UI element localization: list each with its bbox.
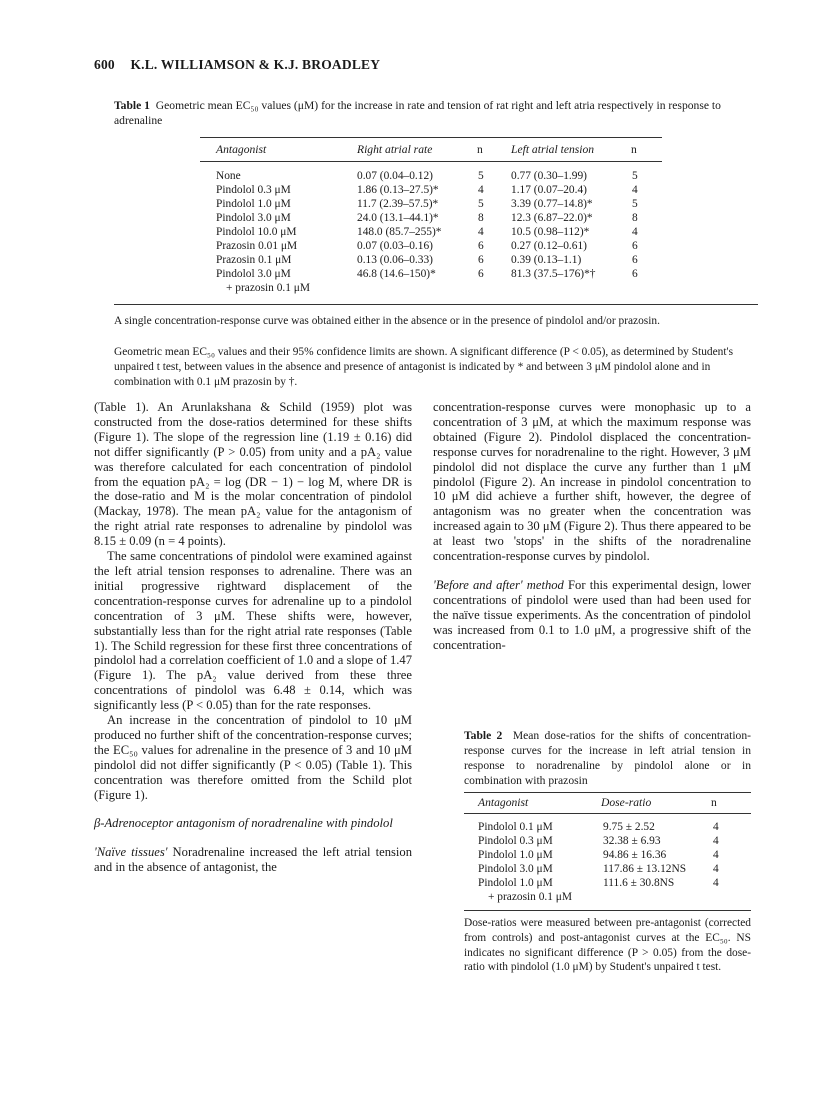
table1-cell-antagonist: Pindolol 3.0 μM [216, 268, 291, 280]
table1-caption [114, 98, 754, 128]
table1-cell-n2: 8 [632, 212, 638, 224]
table1-cell-n1: 5 [478, 198, 484, 210]
table1-label: Table 1 [114, 99, 150, 112]
table1-header-n1: n [477, 143, 483, 156]
table1-cell-rate: 148.0 (85.7–255)* [357, 226, 442, 238]
table1-note-1: A single concentration-response curve was obtained either in the absence or in the presence of pindolol and/or prazosin. [114, 315, 660, 327]
body-paragraph: An increase in the concentration of pindolol to 10 μM produced no further shift of the concentration-response curves; the EC₅₀ values for adrenaline in the presence of 3 and 10 μM pindolol did not differ significantly (P < 0.05) (Table 1). This concentration was therefore omitted from the Schild plot (Figure 1). [94, 713, 412, 802]
table1-row-continuation: + prazosin 0.1 μM [226, 282, 311, 294]
table1-cell-antagonist: Pindolol 0.3 μM [216, 184, 291, 196]
table1-cell-tension: 12.3 (6.87–22.0)* [511, 212, 593, 224]
table1-caption-text: Geometric mean EC₅₀ values (μM) for the increase in rate and tension of rat right and left atria respectively in response to adrenaline [114, 99, 721, 127]
running-authors: K.L. WILLIAMSON & K.J. BROADLEY [130, 57, 381, 72]
body-paragraph [94, 845, 412, 875]
table1-header-rate: Right atrial rate [357, 143, 433, 156]
left-column [94, 400, 412, 875]
table2-header-ratio: Dose-ratio [601, 796, 652, 809]
table2-cell-n: 4 [713, 863, 719, 875]
table2-header-rule [464, 813, 751, 814]
table1-cell-antagonist: Pindolol 1.0 μM [216, 198, 291, 210]
table2-header-n: n [711, 796, 717, 809]
table1-note-2: Geometric mean EC₅₀ values and their 95% confidence limits are shown. A significant difference (P < 0.05), as determined by Student's unpaired t test, between values in the absence and presence of antagonist is indicated by * and between 3 μM pindolol alone and in combination with 0.1 μM prazosin by †. [114, 346, 734, 388]
table2-cell-antagonist: Pindolol 1.0 μM [478, 877, 553, 889]
table1-header-n2: n [631, 143, 637, 156]
table1-cell-rate: 0.07 (0.04–0.12) [357, 170, 433, 182]
table1-cell-rate: 0.07 (0.03–0.16) [357, 240, 433, 252]
table2-cell-n: 4 [713, 835, 719, 847]
table1-header-tension: Left atrial tension [511, 143, 595, 156]
table1-cell-tension: 0.77 (0.30–1.99) [511, 170, 587, 182]
table1-cell-tension: 1.17 (0.07–20.4) [511, 184, 587, 196]
table2-cell-ratio: 111.6 ± 30.8NS [603, 877, 675, 889]
right-column [433, 400, 751, 653]
table2-cell-ratio: 9.75 ± 2.52 [603, 821, 655, 833]
table2-cell-antagonist: Pindolol 0.3 μM [478, 835, 553, 847]
table1-cell-antagonist: Pindolol 3.0 μM [216, 212, 291, 224]
section-heading: β-Adrenoceptor antagonism of noradrenaline with pindolol [94, 816, 393, 831]
table1-header-antagonist: Antagonist [216, 143, 267, 156]
table1-cell-antagonist: Prazosin 0.1 μM [216, 254, 292, 266]
table1-header-rule [200, 161, 662, 162]
table1-cell-n1: 4 [478, 184, 484, 196]
table1-cell-rate: 11.7 (2.39–57.5)* [357, 198, 439, 210]
table1-cell-n2: 6 [632, 240, 638, 252]
table2-cell-antagonist: Pindolol 3.0 μM [478, 863, 553, 875]
table2-cell-ratio: 117.86 ± 13.12NS [603, 863, 687, 875]
table1-cell-tension: 0.27 (0.12–0.61) [511, 240, 587, 252]
body-paragraph: concentration-response curves were monophasic up to a concentration of 3 μM, at which the maximum response was obtained (Figure 2). Pindolol displaced the concentration-response curves for noradrenaline to the right. However, 3 μM pindolol did not displace the curve any further than 1 μM pindolol (Figure 2). An increase in pindolol concentration to 10 μM did achieve a further shift, however, the degree of antagonism was no greater when the concentration was increased again to 30 μM (Figure 2). Thus there appeared to be at least two 'stops' in the shifts of the noradrenaline concentration-response curves by pindolol. [433, 400, 751, 564]
table2-cell-n: 4 [713, 849, 719, 861]
page-number: 600 [94, 57, 115, 72]
table1-cell-n2: 5 [632, 170, 638, 182]
table1-top-rule [200, 137, 662, 138]
running-header [94, 57, 380, 73]
table2-cell-ratio: 32.38 ± 6.93 [603, 835, 661, 847]
table2-cell-n: 4 [713, 821, 719, 833]
table1-cell-tension: 3.39 (0.77–14.8)* [511, 198, 593, 210]
table1-cell-tension: 0.39 (0.13–1.1) [511, 254, 582, 266]
table1-cell-tension: 81.3 (37.5–176)*† [511, 268, 596, 280]
table1-cell-rate: 46.8 (14.6–150)* [357, 268, 436, 280]
table2-bottom-rule [464, 910, 751, 911]
table1-cell-n1: 6 [478, 240, 484, 252]
table2-note: Dose-ratios were measured between pre-antagonist (corrected from controls) and post-antagonist curves at the EC₅₀. NS indicates no significant difference (P > 0.05) from the dose-ratio with pindolol (1.0 μM) by Student's unpaired t test. [464, 917, 751, 974]
paragraph-lead: 'Naïve tissues' [94, 845, 168, 860]
table1-cell-n2: 4 [632, 184, 638, 196]
table1-cell-n1: 4 [478, 226, 484, 238]
table1-cell-antagonist: None [216, 170, 241, 182]
table1-cell-n1: 5 [478, 170, 484, 182]
table1-cell-n1: 6 [478, 254, 484, 266]
table1-cell-tension: 10.5 (0.98–112)* [511, 226, 590, 238]
body-paragraph: (Table 1). An Arunlakshana & Schild (1959) plot was constructed from the dose-ratios determined for these shifts (Figure 1). The slope of the regression line (1.19 ± 0.16) did not differ significantly (P > 0.05) from unity and a pA₂ value was therefore calculated for each concentration of pindolol from the equation pA₂ = log (DR − 1) − log M, where DR is the dose-ratio and M is the molar concentration of pindolol (Mackay, 1978). The mean pA₂ value for the antagonism of the right atrial rate responses to adrenaline by pindolol was 8.15 ± 0.09 (n = 4 points). [94, 400, 412, 549]
table1-cell-n1: 6 [478, 268, 484, 280]
table1-cell-rate: 1.86 (0.13–27.5)* [357, 184, 439, 196]
table2-top-rule [464, 792, 751, 793]
table1-cell-n2: 5 [632, 198, 638, 210]
table1-cell-n2: 6 [632, 254, 638, 266]
table1-cell-antagonist: Prazosin 0.01 μM [216, 240, 298, 252]
table1-cell-antagonist: Pindolol 10.0 μM [216, 226, 297, 238]
table1-cell-n2: 4 [632, 226, 638, 238]
table2-row-continuation: + prazosin 0.1 μM [488, 891, 573, 903]
body-paragraph: The same concentrations of pindolol were examined against the left atrial tension responses to adrenaline. There was an initial progressive rightward displacement of the concentration-response curves for adrenaline up to a pindolol concentration of 3 μM. These shifts were, however, substantially less than for the right atrial rate responses (Table 1). The Schild regression for these first three concentrations of pindolol had a correlation coefficient of 1.0 and a slope of 1.47 (Figure 1). The pA₂ value derived from these three concentrations of pindolol was 6.48 ± 0.14, which was significantly less (P < 0.05) than for the rate responses. [94, 549, 412, 713]
paragraph-text: Noradrenaline increased the left atrial tension and in the absence of antagonist, the [94, 845, 412, 875]
table1-bottom-rule [114, 304, 758, 305]
paragraph-text: For this experimental design, lower concentrations of pindolol were used than had been used for the naïve tissue experiments. As the concentration of pindolol was increased from 0.1 to 1.0 μM, a progressive shift of the concentration- [433, 577, 751, 652]
table1-cell-rate: 24.0 (13.1–44.1)* [357, 212, 439, 224]
table2-caption-text: Mean dose-ratios for the shifts of concentration-response curves for the increase in left atrial tension in response to noradrenaline by pindolol alone or in combination with prazosin [464, 729, 751, 787]
table2-label: Table 2 [464, 729, 503, 742]
table2-header-antagonist: Antagonist [478, 796, 529, 809]
body-paragraph [433, 578, 751, 653]
table2-cell-antagonist: Pindolol 0.1 μM [478, 821, 553, 833]
table2-cell-ratio: 94.86 ± 16.36 [603, 849, 667, 861]
table2-caption [464, 728, 751, 788]
table1-cell-n1: 8 [478, 212, 484, 224]
table2-cell-n: 4 [713, 877, 719, 889]
table2-cell-antagonist: Pindolol 1.0 μM [478, 849, 553, 861]
paragraph-lead: 'Before and after' method [433, 577, 564, 592]
table1-cell-rate: 0.13 (0.06–0.33) [357, 254, 433, 266]
table1-cell-n2: 6 [632, 268, 638, 280]
